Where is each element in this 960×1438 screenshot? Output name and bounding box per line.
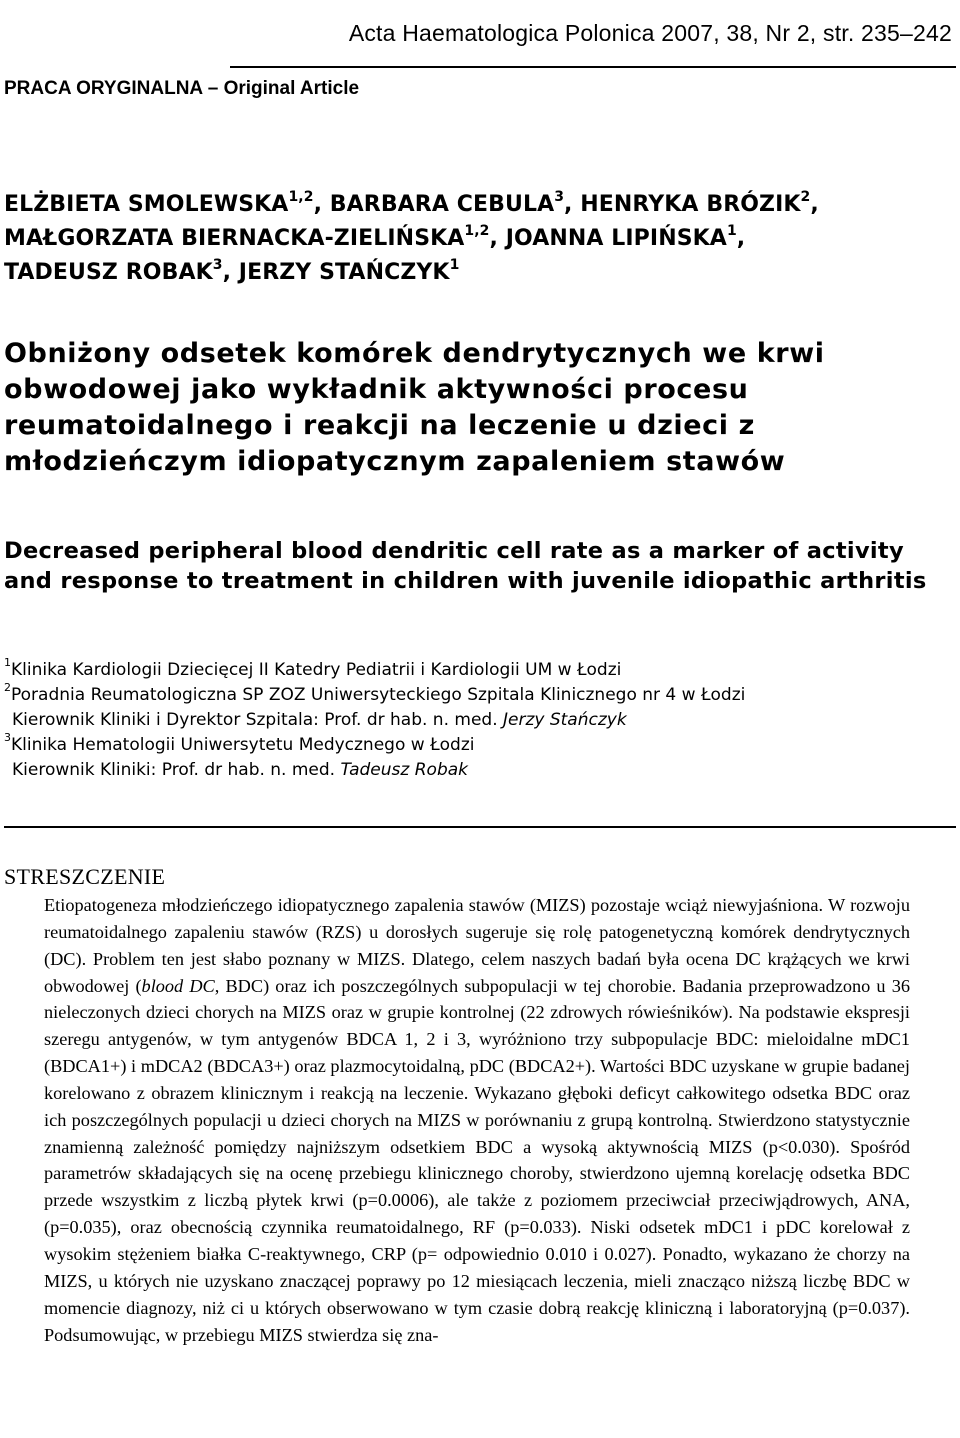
author-affiliation: 1 (726, 222, 737, 239)
section-rule (4, 826, 956, 828)
abstract-paragraph: Etiopatogeneza młodzieńczego idiopatycznego zapalenia stawów (MIZS) pozostaje wciąż niewyjaśniona. W rozwoju reumatoidalnego zapaleniu stawów (RZS) u dorosłych sugeruje się rolę patogenetyczną komórek dendrytycznych (DC). Problem ten jest słabo poznany w MIZS. Dlatego, celem naszych badań była ocena DC krążących we krwi obwodowej (blood DC, BDC) oraz ich poszczególnych subpopulacji w tej chorobie. Badania przeprowadzono u 36 nieleczonych dzieci chorych na MIZS oraz w grupie kontrolnej (22 zdrowych rówieśników). Na podstawie ekspresji szeregu antygenów, w tym antygenów BDCA 1, 2 i 3, wyróżniono trzy subpopulacje BDC: mieloidalne mDC1 (BDCA1+) i mDCA2 (BDCA3+) oraz plazmocytoidalną, pDC (BDCA2+). Wartości BDC uzyskane w grupie badanej korelowano z obrazem klinicznym i reakcją na leczenie. Wykazano głęboki deficyt całkowitego odsetka BDC oraz ich poszczególnych populacji u dzieci chorych na MIZS w porównaniu z grupą kontrolną. Stwierdzono statystycznie znamienną zależność pomiędzy najniższym odsetkiem BDC a wysoką aktywnością MIZS (p<0.030). Spośród parametrów składających się na ocenę przebiegu klinicznego choroby, stwierdzono ujemną korelację odsetka BDC przede wszystkim z liczbą płytek krwi (p=0.0006), ale także z poziomem przeciwciał przeciwjądrowych, ANA, (p=0.035), oraz obecnością czynnika reumatoidalnego, RF (p=0.033). Niski odsetek mDC1 i pDC korelował z wysokim stężeniem białka C-reaktywnego, CRP (p= odpowiednio 0.010 i 0.027). Ponadto, wykazano że chorzy na MIZS, u których nie uzyskano znaczącej poprawy po 12 miesiącach leczenia, mieli znacząco niższą liczbę BDC w momencie diagnozy, niż ci u których obserwowano w tym czasie dobrą reakcję kliniczną i laboratoryjną (p=0.037). Podsumowując, w przebiegu MIZS stwierdza się zna- (44, 895, 910, 1345)
author-affiliation: 3 (554, 188, 565, 205)
author-name: JERZY STAŃCZYK (238, 260, 450, 285)
author-name: ELŻBIETA SMOLEWSKA (4, 192, 289, 217)
author-affiliation: 1,2 (464, 222, 490, 239)
affiliation-2: $^2$Poradnia Reumatologiczna SP ZOZ Uniwersyteckiego Szpitala Klinicznego nr 4 w Łodzi (4, 681, 746, 705)
header-rule (230, 66, 956, 68)
author-list: ELŻBIETA SMOLEWSKA$^{1,2}$, BARBARA CEBULA$^3$, HENRYKA BRÓZIK$^2$, MAŁGORZATA BIERNACKA-ZIELIŃSKA$^{1,2}$, JOANNA LIPIŃSKA$^1$, TADEUSZ ROBAK$^3$, JERZY STAŃCZYK$^1$ (4, 188, 819, 285)
author-name: HENRYKA BRÓZIK (580, 192, 801, 217)
author-name: BARBARA CEBULA (329, 192, 555, 217)
author-affiliation: 1,2 (288, 188, 314, 205)
author-affiliation: 1 (449, 256, 460, 273)
journal-citation: Acta Haematologica Polonica 2007, 38, Nr 2, str. 235–242 (348, 20, 952, 46)
article-type: PRACA ORYGINALNA – Original Article (4, 78, 360, 99)
author-name: JOANNA LIPIŃSKA (505, 226, 727, 251)
title-english: Decreased peripheral blood dendritic cell rate as a marker of activity and response to treatment in children with juvenile idiopathic arthritis (4, 538, 927, 594)
abstract-heading: STRESZCZENIE (4, 864, 166, 889)
author-affiliation: 3 (212, 256, 223, 273)
affiliation-2-head: Kierownik Kliniki i Dyrektor Szpitala: Prof. dr hab. n. med. Jerzy Stańczyk (12, 710, 627, 730)
author-name: MAŁGORZATA BIERNACKA-ZIELIŃSKA (4, 226, 465, 251)
affiliation-3-head: Kierownik Kliniki: Prof. dr hab. n. med. Tadeusz Robak (12, 760, 468, 780)
author-name: TADEUSZ ROBAK (4, 260, 213, 285)
affiliation-3: $^3$Klinika Hematologii Uniwersytetu Medycznego w Łodzi (4, 731, 475, 755)
author-affiliation: 2 (800, 188, 811, 205)
affiliation-1: $^1$Klinika Kardiologii Dziecięcej II Katedry Pediatrii i Kardiologii UM w Łodzi (4, 656, 622, 680)
affiliations (4, 658, 954, 783)
title-polish: Obniżony odsetek komórek dendrytycznych we krwi obwodowej jako wykładnik aktywności procesu reumatoidalnego i reakcji na leczenie u dzieci z młodzieńczym idiopatycznym zapaleniem stawów (4, 338, 825, 477)
abstract-body (44, 892, 910, 1348)
